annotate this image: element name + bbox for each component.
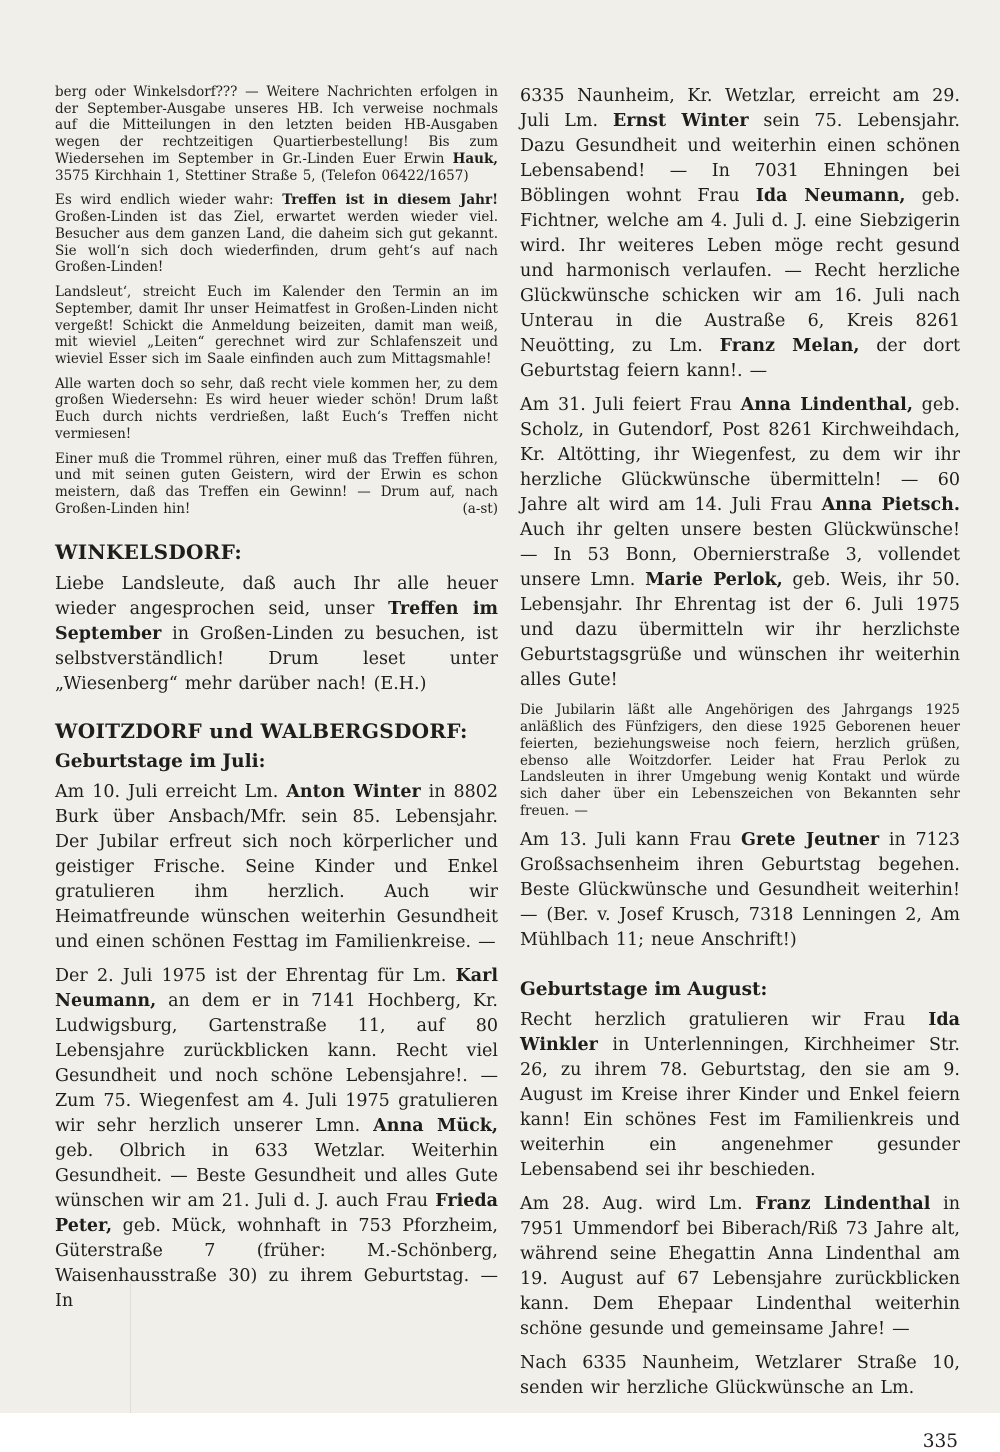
geburtstage-juli-heading: Geburtstage im Juli:	[55, 750, 266, 772]
jubilarin-note-paragraph: Die Jubilarin läßt alle Angehörigen des Jahrgangs 1925 anläßlich des Fünfzigers, den diese 1925 Geborenen heuer feierten, beziehungsweise noch feiern, herzlich grüßen, ebenso alle Woitzdorfer. Leider hat Frau Perlok zu Landsleuten in ihrer Umgebung wenig Kontakt und würde sich daher über ein Lebenszeichen von Bekannten sehr freuen. —	[520, 702, 960, 819]
ernst-winter-paragraph: 6335 Naunheim, Kr. Wetzlar, erreicht am 29. Juli Lm. Ernst Winter sein 75. Lebensjahr. Dazu Gesundheit und weiterhin einen schönen Lebensabend! — In 7031 Ehningen bei Böblingen wohnt Frau Ida Neumann, geb. Fichtner, welche am 4. Juli d. J. eine Siebzigerin wird. Ihr weiteres Leben möge recht gesund und harmonisch verlaufen. — Recht herzliche Glückwünsche schicken wir am 16. Juli nach Unterau in die Austraße 6, Kreis 8261 Neuötting, zu Lm. Franz Melan, der dort Geburtstag feiern kann!. —	[520, 86, 960, 382]
winkelsdorf-paragraph: Liebe Landsleute, daß auch Ihr alle heuer wieder angesprochen seid, unser Treffen im September in Großen-Linden zu besuchen, ist selbstverständlich! Drum leset unter „Wiesenberg“ mehr darüber nach! (E.H.)	[55, 573, 498, 694]
intro-continuation-paragraph: berg oder Winkelsdorf??? — Weitere Nachrichten erfolgen in der September-Ausgabe unseres HB. Ich verweise nochmals auf die Mitteilungen in den letzten beiden HB-Ausgaben wegen der rechtzeitigen Quartierbestellung! Bis zum Wiedersehen im September in Gr.-Linden Euer Erwin Hauk, 3575 Kirchhain 1, Stettiner Straße 5, (Telefon 06422/1657)	[55, 84, 498, 184]
page-number: 335	[922, 1430, 958, 1452]
woitzdorf-walbergsdorf-heading: WOITZDORF und WALBERGSDORF:	[55, 718, 468, 743]
kalender-reminder-paragraph: Landsleut‘, streicht Euch im Kalender den Termin an im September, damit Ihr unser Heimatfest in Großen-Linden nicht vergeßt! Schickt die Anmeldung beizeiten, damit man weiß, mit wieviel „Leiten“ gerechnet wird zur Schlafenszeit und wieviel Esser sich im Saale einfinden auch zum Mittagsmahle!	[55, 284, 498, 368]
winkelsdorf-heading: WINKELSDORF:	[55, 539, 243, 564]
ida-winkler-paragraph: Recht herzlich gratulieren wir Frau Ida Winkler in Unterlenningen, Kirchheimer Str. 26, zu ihrem 78. Geburtstag, den sie am 9. August im Kreise ihrer Kinder und Enkel feiern kann! Ein schönes Fest im Familienkreis und weiterhin ein angenehmer gesunder Lebensabend sei ihr beschieden.	[520, 1009, 960, 1180]
two-column-layout	[55, 84, 960, 1452]
left-column	[55, 84, 498, 1452]
trommel-verse-paragraph: Einer muß die Trommel rühren, einer muß das Treffen führen, und mit seinen guten Geistern, wird der Erwin es schon meistern, daß das Treffen ein Gewinn! — Drum auf, nach Großen-Linden hin! (a-st)	[55, 450, 498, 517]
right-column	[520, 84, 960, 1452]
grete-jeutner-paragraph: Am 13. Juli kann Frau Grete Jeutner in 7123 Großsachsenheim ihren Geburtstag begehen. Beste Glückwünsche und Gesundheit weiterhin! — (Ber. v. Josef Krusch, 7318 Lenningen 2, Am Mühlbach 11; neue Anschrift!)	[520, 829, 961, 950]
alle-warten-paragraph: Alle warten doch so sehr, daß recht viele kommen her, zu dem großen Wiedersehn: Es wird heuer wieder schön! Drum laßt Euch durch nichts verdrießen, laßt Euch‘s Treffen nicht vermiesen!	[55, 375, 498, 442]
naunheim-continuation-paragraph: Nach 6335 Naunheim, Wetzlarer Straße 10, senden wir herzliche Glückwünsche an Lm.	[520, 1352, 960, 1398]
anna-lindenthal-paragraph: Am 31. Juli feiert Frau Anna Lindenthal, geb. Scholz, in Gutendorf, Post 8261 Kirchweihdach, Kr. Altötting, ihr Wiegenfest, zu dem wir ihr herzliche Glückwünsche übermitteln! — 60 Jahre alt wird am 14. Juli Frau Anna Pietsch. Auch ihr gelten unsere besten Glückwünsche! — In 53 Bonn, Obernierstraße 3, vollendet unsere Lmn. Marie Perlok, geb. Weis, ihr 50. Lebensjahr. Ihr Ehrentag ist der 6. Juli 1975 und dazu übermitteln wir ihr herzlichste Geburtstagsgrüße und wünschen ihr weiterhin alles Gute!	[520, 395, 961, 691]
anton-winter-paragraph: Am 10. Juli erreicht Lm. Anton Winter in 8802 Burk über Ansbach/Mfr. sein 85. Lebensjahr. Der Jubilar erfreut sich noch körperlicher und geistiger Frische. Seine Kinder und Enkel gratulieren ihm herzlich. Auch wir Heimatfreunde wünschen weiterhin Gesundheit und einen schönen Festtag im Familienkreise. —	[55, 781, 499, 952]
karl-neumann-paragraph: Der 2. Juli 1975 ist der Ehrentag für Lm. Karl Neumann, an dem er in 7141 Hochberg, Kr. Ludwigsburg, Gartenstraße 11, auf 80 Lebensjahre zurückblicken kann. Recht viel Gesundheit und noch schöne Lebensjahre!. — Zum 75. Wiegenfest am 4. Juli 1975 gratulieren wir sehr herzlich unserer Lmn. Anna Mück, geb. Olbrich in 633 Wetzlar. Weiterhin Gesundheit. — Beste Gesundheit und alles Gute wünschen wir am 21. Juli d. J. auch Frau Frieda Peter, geb. Mück, wohnhaft in 753 Pforzheim, Güterstraße 7 (früher: M.-Schönberg, Waisenhausstraße 30) zu ihrem Geburtstag. — In	[55, 965, 498, 1312]
scan-crease-artifact	[130, 1282, 131, 1413]
geburtstage-august-heading: Geburtstage im August:	[520, 978, 768, 1000]
treffen-announcement-paragraph: Es wird endlich wieder wahr: Treffen ist in diesem Jahr! Großen-Linden ist das Ziel, erwartet werden wieder viel. Besucher aus dem ganzen Land, die daheim sich gut gekannt. Sie woll‘n sich doch wiederfinden, drum geht‘s auf nach Großen-Linden!	[55, 192, 499, 276]
franz-lindenthal-paragraph: Am 28. Aug. wird Lm. Franz Lindenthal in 7951 Ummendorf bei Biberach/Riß 73 Jahre alt, während seine Ehegattin Anna Lindenthal am 19. August auf 67 Lebensjahre zurückblicken kann. Dem Ehepaar Lindenthal weiterhin schöne gesunde und gemeinsame Jahre! —	[520, 1193, 960, 1339]
